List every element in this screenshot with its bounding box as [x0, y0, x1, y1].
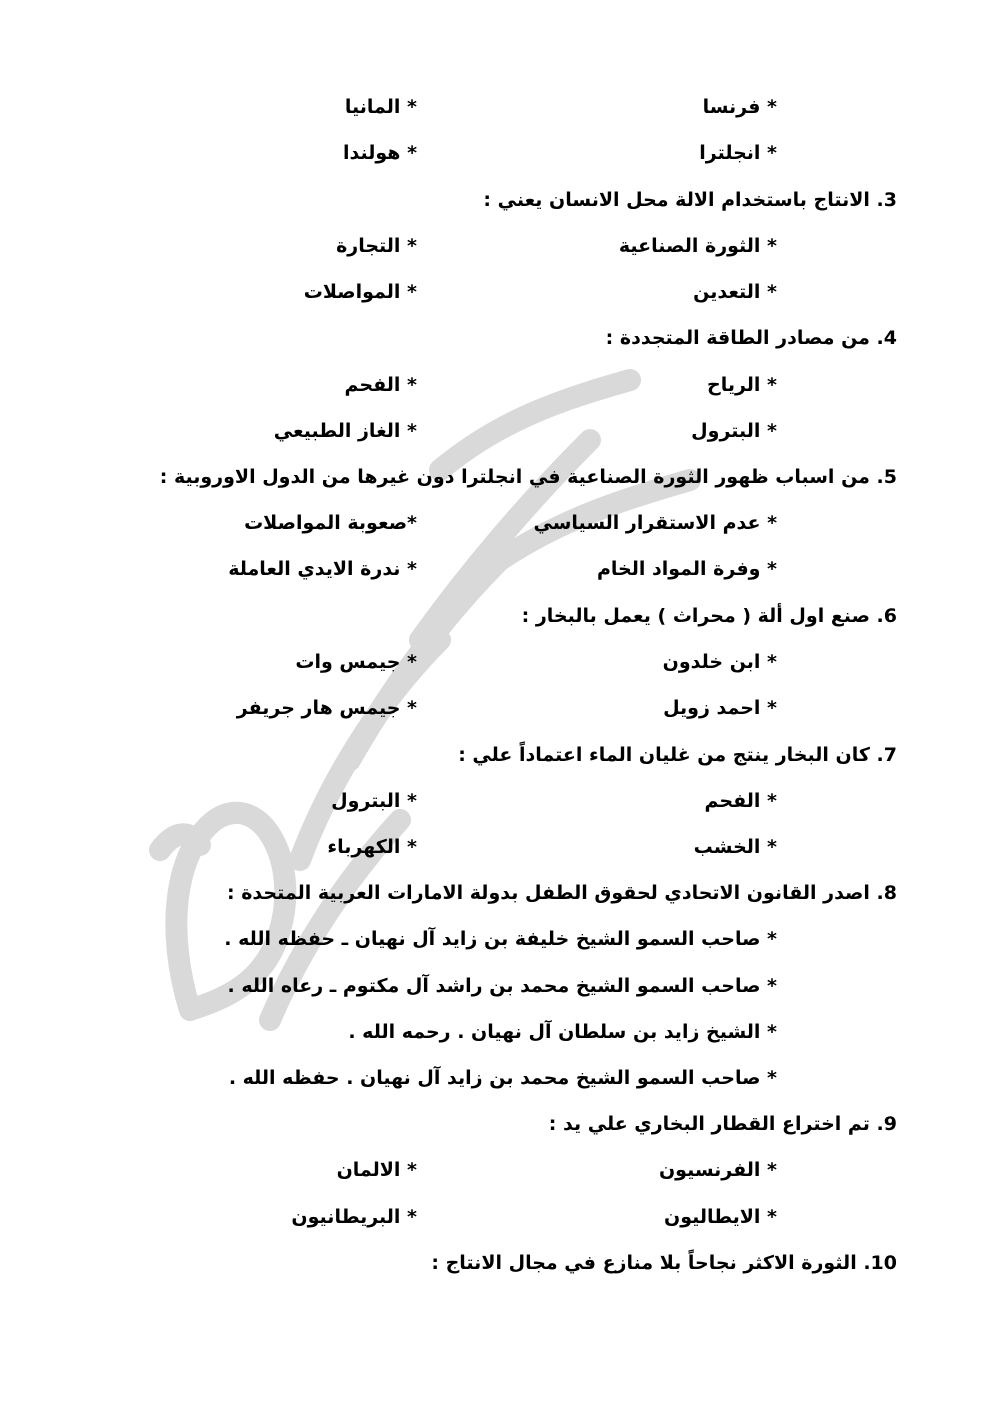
option: * عدم الاستقرار السياسي — [533, 512, 777, 534]
option: * المواصلات — [303, 281, 417, 303]
question-9 — [0, 1104, 992, 1144]
row-24 — [0, 1150, 992, 1190]
option: * احمد زويل — [663, 697, 777, 719]
option: * هولندا — [342, 142, 417, 164]
question-10 — [0, 1243, 992, 1283]
question-5 — [0, 457, 992, 497]
row-22 — [0, 1058, 992, 1098]
option: * التجارة — [336, 235, 417, 257]
option: * التعدين — [693, 281, 777, 303]
question-text: 4. من مصادر الطاقة المتجددة : — [605, 327, 897, 349]
option: * صاحب السمو الشيخ محمد بن زايد آل نهيان . حفظه الله . — [228, 1067, 777, 1089]
option: * البريطانيون — [291, 1206, 417, 1228]
option: * فرنسا — [702, 96, 777, 118]
option: * البترول — [691, 420, 777, 442]
option: * انجلترا — [699, 142, 777, 164]
question-3 — [0, 180, 992, 220]
row-19 — [0, 919, 992, 959]
option: * الثورة الصناعية — [618, 235, 777, 257]
option: * البترول — [331, 790, 417, 812]
question-text: 7. كان البخار ينتج من غليان الماء اعتماداً علي : — [458, 744, 897, 766]
row-14 — [0, 688, 992, 728]
question-text: 9. تم اختراع القطار البخاري علي يد : — [548, 1113, 897, 1135]
option: * صاحب السمو الشيخ محمد بن راشد آل مكتوم ـ رعاه الله . — [227, 975, 777, 997]
option: * الرياح — [707, 374, 777, 396]
option: * الغاز الطبيعي — [273, 420, 417, 442]
row-10 — [0, 503, 992, 543]
question-8 — [0, 873, 992, 913]
row-20 — [0, 966, 992, 1006]
row-17 — [0, 827, 992, 867]
option: * المانيا — [344, 96, 417, 118]
question-text: 5. من اسباب ظهور الثورة الصناعية في انجلترا دون غيرها من الدول الاوروبية : — [159, 466, 897, 488]
option: * الشيخ زايد بن سلطان آل نهيان . رحمه الله . — [348, 1021, 777, 1043]
question-text: 8. اصدر القانون الاتحادي لحقوق الطفل بدولة الامارات العربية المتحدة : — [227, 882, 897, 904]
option: * الالمان — [336, 1159, 417, 1181]
question-text: 10. الثورة الاكثر نجاحاً بلا منازع في مجال الانتاج : — [431, 1252, 897, 1274]
row-16 — [0, 781, 992, 821]
row-5 — [0, 272, 992, 312]
row-4 — [0, 226, 992, 266]
row-1 — [0, 87, 992, 127]
option: * صاحب السمو الشيخ خليفة بن زايد آل نهيان ـ حفظه الله . — [224, 928, 777, 950]
option: * ابن خلدون — [662, 651, 777, 673]
row-25 — [0, 1197, 992, 1237]
option: * وفرة المواد الخام — [596, 558, 777, 580]
option: * الكهرباء — [327, 836, 417, 858]
row-13 — [0, 642, 992, 682]
question-text: 6. صنع اول ألة ( محراث ) يعمل بالبخار : — [521, 605, 897, 627]
question-7 — [0, 735, 992, 775]
question-text: 3. الانتاج باستخدام الالة محل الانسان يعني : — [483, 189, 897, 211]
option: * ندرة الايدي العاملة — [228, 558, 417, 580]
option: * الفحم — [344, 374, 417, 396]
row-2 — [0, 133, 992, 173]
option: * الايطاليون — [663, 1206, 777, 1228]
question-4 — [0, 318, 992, 358]
option: * جيمس هار جريفر — [236, 697, 417, 719]
row-11 — [0, 549, 992, 589]
option: * الفرنسيون — [658, 1159, 777, 1181]
row-21 — [0, 1012, 992, 1052]
option: * الخشب — [693, 836, 777, 858]
row-7 — [0, 365, 992, 405]
option: * جيمس وات — [295, 651, 417, 673]
option: *صعوبة المواصلات — [244, 512, 417, 534]
option: * الفحم — [704, 790, 777, 812]
question-6 — [0, 596, 992, 636]
row-8 — [0, 411, 992, 451]
